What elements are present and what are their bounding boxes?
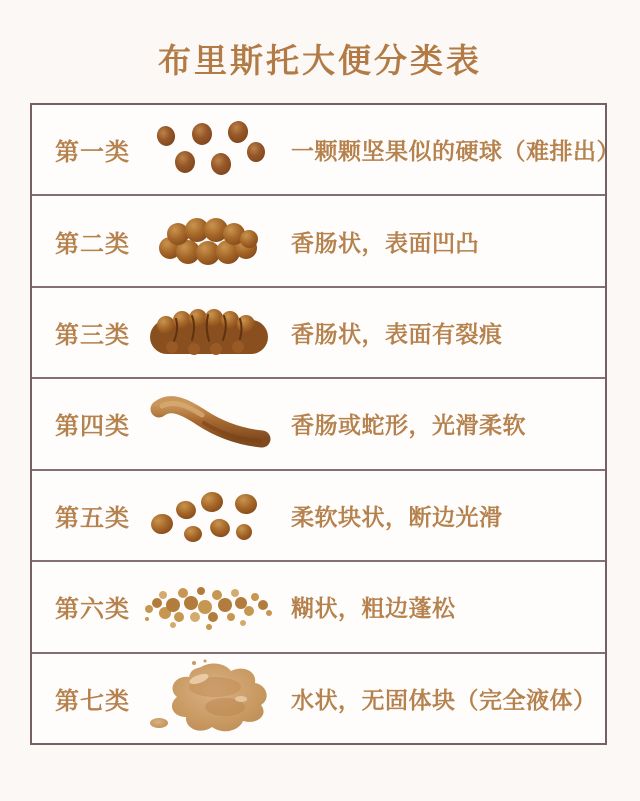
type-4-description: 香肠或蛇形，光滑柔软 <box>291 412 526 439</box>
watery-puddle-icon <box>139 657 279 739</box>
type-3-label: 第三类 <box>55 322 130 350</box>
type-1-label: 第一类 <box>55 139 130 167</box>
table-row-type-5 <box>32 471 605 562</box>
table-row-type-3 <box>32 288 605 379</box>
type-5-illustration <box>129 484 289 546</box>
hard-lumps-icon <box>144 119 274 181</box>
table-row-type-1 <box>32 105 620 196</box>
table-row-type-7 <box>32 654 605 743</box>
table-row-type-6 <box>32 562 605 653</box>
lumpy-sausage-icon <box>154 212 264 270</box>
type-2-illustration <box>129 212 289 270</box>
type-7-label: 第七类 <box>55 687 130 715</box>
table-row-type-2 <box>32 196 605 287</box>
type-6-label: 第六类 <box>55 596 130 624</box>
type-4-label: 第四类 <box>55 413 130 441</box>
type-5-description: 柔软块状，断边光滑 <box>291 503 503 530</box>
soft-blobs-icon <box>148 484 270 546</box>
type-6-illustration <box>129 579 289 634</box>
stool-classification-table <box>30 103 620 745</box>
table-row-type-4 <box>32 379 605 470</box>
type-6-description: 糊状，粗边蓬松 <box>291 595 456 622</box>
type-1-illustration <box>129 119 289 181</box>
type-7-illustration <box>129 657 289 739</box>
type-3-description: 香肠状，表面有裂痕 <box>291 321 503 348</box>
type-3-illustration <box>129 305 289 360</box>
smooth-snake-icon <box>142 394 277 454</box>
type-2-description: 香肠状，表面凹凸 <box>291 229 479 256</box>
page-title: 布里斯托大便分类表 <box>158 42 482 79</box>
type-2-label: 第二类 <box>55 230 130 258</box>
type-5-label: 第五类 <box>55 504 130 532</box>
type-7-description: 水状，无固体块（完全液体） <box>291 686 597 713</box>
type-1-description: 一颗颗坚果似的硬球（难排出） <box>291 138 620 165</box>
type-4-illustration <box>129 394 289 454</box>
cracked-sausage-icon <box>144 305 274 360</box>
mushy-pieces-icon <box>139 579 279 634</box>
